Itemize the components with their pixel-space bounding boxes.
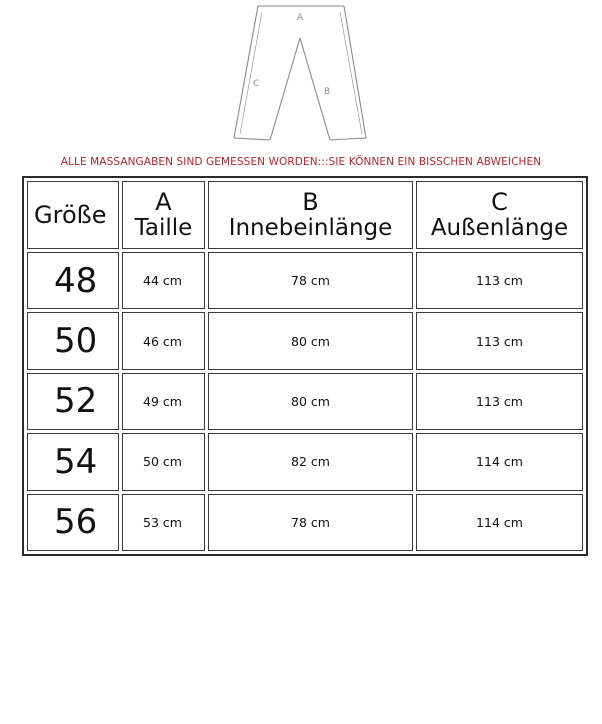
outseam-cell: 113 cm	[416, 252, 583, 309]
header-waist-name: Taille	[134, 214, 193, 241]
header-inseam-letter: B	[302, 188, 319, 217]
inseam-cell: 80 cm	[208, 312, 413, 369]
header-outseam-name: Außenlänge	[430, 214, 569, 241]
inseam-cell: 80 cm	[208, 373, 413, 430]
header-size: Größe	[27, 181, 119, 249]
outseam-cell: 113 cm	[416, 373, 583, 430]
outseam-cell: 114 cm	[416, 494, 583, 551]
size-cell: 48	[27, 252, 119, 309]
waist-cell: 46 cm	[122, 312, 205, 369]
outseam-cell: 114 cm	[416, 433, 583, 490]
header-inseam-name: Innebeinlänge	[228, 214, 393, 241]
measurement-notice: ALLE MASSANGABEN SIND GEMESSEN WORDEN:::SIE KÖNNEN EIN BISSCHEN ABWEICHEN	[60, 156, 542, 168]
table-row	[27, 312, 583, 369]
waist-cell: 53 cm	[122, 494, 205, 551]
header-waist	[122, 181, 205, 249]
label-b: B	[324, 87, 331, 97]
header-row	[27, 181, 583, 249]
trousers-outline	[234, 6, 366, 140]
header-waist-letter: A	[155, 188, 172, 217]
size-chart-table	[22, 176, 588, 556]
table-row	[27, 494, 583, 551]
outseam-cell: 113 cm	[416, 312, 583, 369]
trousers-diagram	[226, 0, 376, 160]
table-row	[27, 373, 583, 430]
header-outseam	[416, 181, 583, 249]
waist-cell: 50 cm	[122, 433, 205, 490]
size-cell: 52	[27, 373, 119, 430]
label-c: C	[253, 79, 260, 89]
size-cell: 56	[27, 494, 119, 551]
table-row	[27, 252, 583, 309]
header-outseam-letter: C	[491, 188, 508, 217]
label-a: A	[297, 13, 304, 23]
inseam-cell: 82 cm	[208, 433, 413, 490]
table-row	[27, 433, 583, 490]
waist-cell: 44 cm	[122, 252, 205, 309]
size-cell: 50	[27, 312, 119, 369]
inseam-cell: 78 cm	[208, 252, 413, 309]
size-cell: 54	[27, 433, 119, 490]
waist-cell: 49 cm	[122, 373, 205, 430]
inseam-cell: 78 cm	[208, 494, 413, 551]
header-inseam	[208, 181, 413, 249]
